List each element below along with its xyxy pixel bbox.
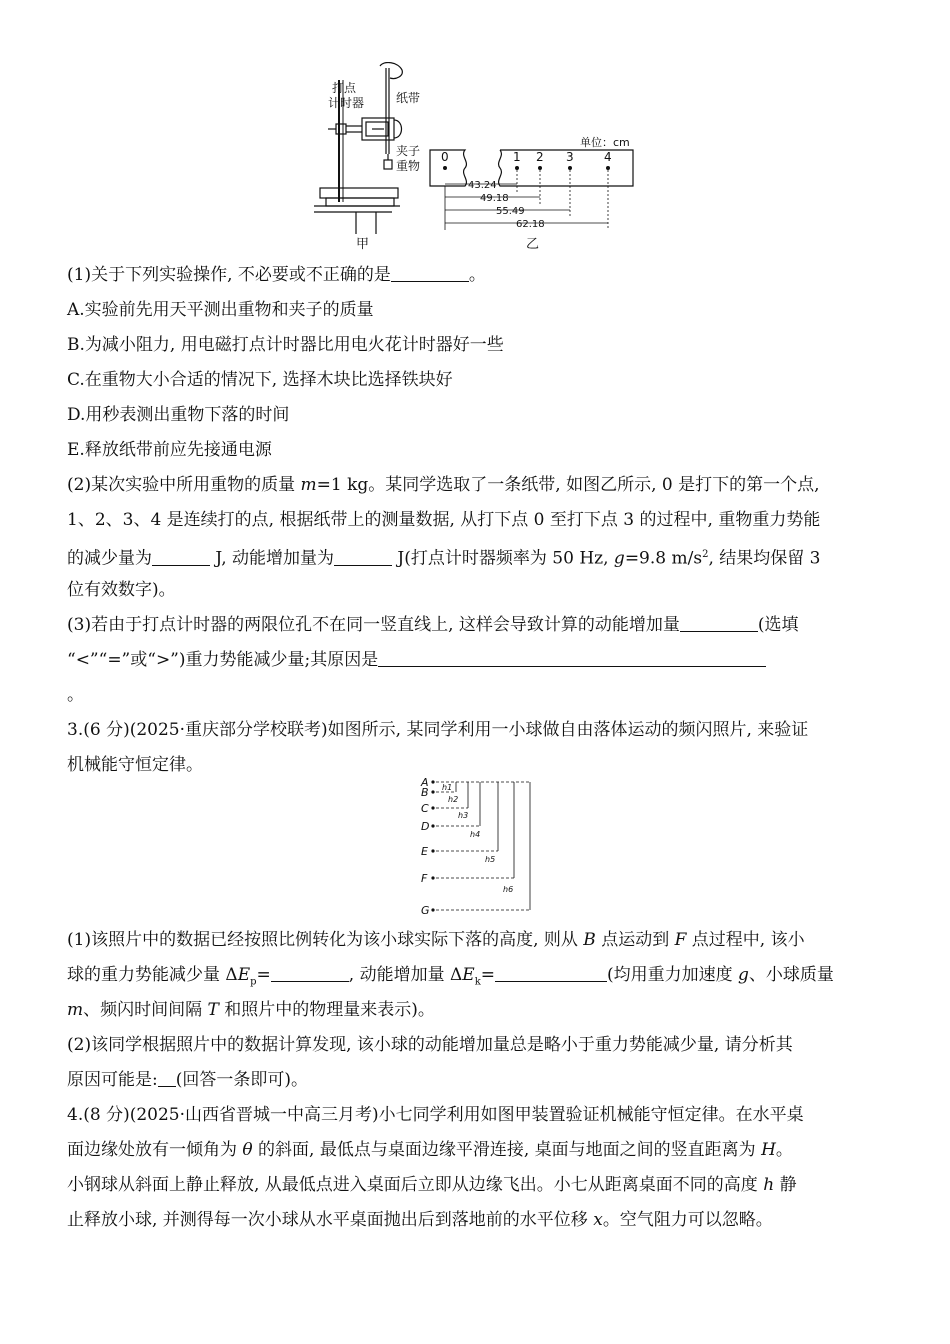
answer-blank — [680, 615, 758, 632]
distance-01: 43.24 — [468, 180, 497, 191]
label-timer-line2: 计时器 — [328, 96, 365, 110]
distance-03: 55.49 — [496, 206, 525, 217]
height-label-2: h2 — [448, 795, 459, 804]
label-clip: 夹子 — [396, 144, 421, 158]
strobe-dot-e — [431, 849, 434, 852]
strobe-dot-c — [431, 806, 434, 809]
tape-label-3: 3 — [566, 150, 574, 164]
label-jia: 甲 — [356, 237, 370, 252]
tape-dot-2 — [538, 166, 542, 170]
q2-part3-line3: 。 — [67, 685, 84, 705]
q3-part1-line3: m、频闪时间间隔 T 和照片中的物理量来表示)。 — [67, 1000, 435, 1020]
answer-blank — [152, 549, 210, 566]
tape-dot-1 — [515, 166, 519, 170]
answer-blank — [378, 650, 766, 667]
distance-02: 49.18 — [480, 193, 509, 204]
tape-label-4: 4 — [604, 150, 612, 164]
height-label-6: h6 — [503, 885, 514, 894]
option-d: D.用秒表测出重物下落的时间 — [67, 405, 290, 425]
strobe-label-e: E — [421, 845, 428, 858]
option-e: E.释放纸带前应先接通电源 — [67, 440, 272, 460]
label-tape: 纸带 — [396, 91, 421, 105]
q3-part2-line1: (2)该同学根据照片中的数据计算发现, 该小球的动能增加量总是略小于重力势能减少量, 请分析其 — [67, 1035, 793, 1055]
strobe-label-c: C — [421, 802, 429, 815]
answer-blank — [334, 549, 392, 566]
strobe-dot-g — [431, 908, 434, 911]
tape-label-2: 2 — [536, 150, 544, 164]
q3-part2-line2: 原因可能是: (回答一条即可)。 — [67, 1070, 308, 1090]
q4-line1: 4.(8 分)(2025·山西省晋城一中高三月考)小七同学利用如图甲装置验证机械能守恒定律。在水平桌 — [67, 1105, 804, 1125]
height-label-5: h5 — [485, 855, 496, 864]
strobe-dot-b — [431, 790, 434, 793]
figure-apparatus-tape — [300, 62, 650, 254]
figure-strobe — [418, 774, 534, 918]
strobe-label-a: A — [421, 776, 429, 789]
strobe-dot-d — [431, 824, 434, 827]
option-a: A.实验前先用天平测出重物和夹子的质量 — [67, 300, 374, 320]
q3-part1-line1: (1)该照片中的数据已经按照比例转化为该小球实际下落的高度, 则从 B 点运动到 F 点过程中, 该小 — [67, 930, 805, 950]
distance-04: 62.18 — [516, 219, 545, 230]
label-timer-line1: 打点 — [332, 81, 357, 95]
q3-header-line2: 机械能守恒定律。 — [67, 755, 203, 775]
q3-part1-line2: 球的重力势能减少量 $\Delta E_p=$ , 动能增加量 $\Delta E_k=$ (均用重力加速度 g、小球质量 — [67, 965, 834, 988]
tape-dot-3 — [568, 166, 572, 170]
apparatus-diagram — [314, 63, 402, 234]
answer-blank — [391, 265, 469, 282]
strobe-label-b: B — [421, 786, 429, 799]
tape-label-1: 1 — [513, 150, 521, 164]
q2-part2-line3: 的减少量为 J, 动能增加量为 J(打点计时器频率为 50 Hz, g=9.8 $m/s^2$, 结果均保留 3 — [67, 548, 821, 569]
strobe-label-f: F — [421, 872, 428, 885]
q4-line3: 小钢球从斜面上静止释放, 从最低点进入桌面后立即从边缘飞出。小七从距离桌面不同的高度 h 静 — [67, 1175, 797, 1195]
q2-part1-question: (1)关于下列实验操作, 不必要或不正确的是 。 — [67, 265, 486, 285]
q2-part2-line1: (2)某次实验中所用重物的质量 m=1 kg。某同学选取了一条纸带, 如图乙所示, 0 是打下的第一个点, — [67, 475, 820, 495]
strobe-label-g: G — [421, 904, 430, 917]
q4-line4: 止释放小球, 并测得每一次小球从水平桌面抛出后到落地前的水平位移 x。空气阻力可以忽略。 — [67, 1210, 773, 1230]
tape-label-0: 0 — [441, 150, 449, 164]
label-unit: 单位：cm — [580, 136, 630, 149]
label-yi: 乙 — [526, 237, 540, 252]
strobe-dot-a — [431, 780, 434, 783]
q4-line2: 面边缘处放有一倾角为 θ 的斜面, 最低点与桌面边缘平滑连接, 桌面与地面之间的竖直距离为 H。 — [67, 1140, 793, 1160]
height-label-3: h3 — [458, 811, 469, 820]
strobe-label-d: D — [421, 820, 430, 833]
q3-header: 3.(6 分)(2025·重庆部分学校联考)如图所示, 某同学利用一小球做自由落体运动的频闪照片, 来验证 — [67, 720, 809, 740]
height-label-4: h4 — [470, 830, 481, 839]
q2-part3-line2: “<”“=”或“>”)重力势能减少量;其原因是 — [67, 649, 887, 671]
answer-blank — [495, 965, 607, 982]
q2-part3-line1: (3)若由于打点计时器的两限位孔不在同一竖直线上, 这样会导致计算的动能增加量 (选填 — [67, 615, 799, 635]
option-c: C.在重物大小合适的情况下, 选择木块比选择铁块好 — [67, 370, 453, 390]
answer-blank — [158, 1070, 176, 1087]
label-weight: 重物 — [396, 159, 421, 173]
option-b: B.为减小阻力, 用电磁打点计时器比用电火花计时器好一些 — [67, 335, 504, 355]
paper-tape — [430, 150, 633, 230]
height-label-1: h1 — [442, 783, 453, 792]
tape-dot-4 — [606, 166, 610, 170]
strobe-dot-f — [431, 876, 434, 879]
answer-blank — [271, 965, 349, 982]
q2-part2-line4: 位有效数字)。 — [67, 580, 176, 600]
tape-dot-0 — [443, 166, 447, 170]
q2-part2-line2: 1、2、3、4 是连续打的点, 根据纸带上的测量数据, 从打下点 0 至打下点 3 的过程中, 重物重力势能 — [67, 510, 821, 530]
